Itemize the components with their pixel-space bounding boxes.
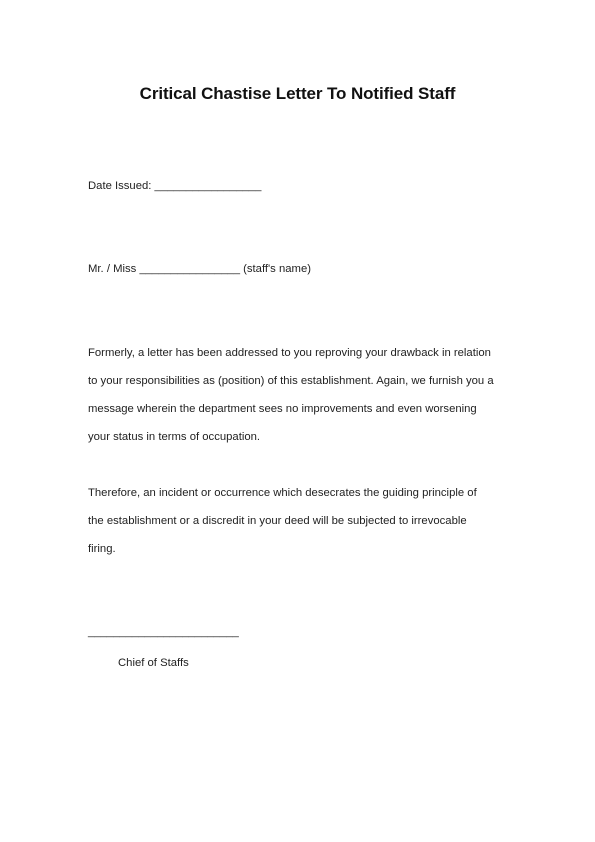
paragraph-2-line-1: Therefore, an incident or occurrence which desecrates the guiding principle of xyxy=(88,487,477,499)
paragraph-1-line-1: Formerly, a letter has been addressed to you reproving your drawback in relation xyxy=(88,347,491,359)
date-issued-line: Date Issued: _________________ xyxy=(88,180,262,192)
paragraph-2-line-3: firing. xyxy=(88,543,116,555)
paragraph-1-line-3: message wherein the department sees no improvements and even worsening xyxy=(88,403,477,415)
signatory-title: Chief of Staffs xyxy=(118,657,189,669)
paragraph-1-line-2: to your responsibilities as (position) of this establishment. Again, we furnish you a xyxy=(88,375,494,387)
addressee-line: Mr. / Miss ________________ (staff's name) xyxy=(88,263,311,275)
paragraph-2-line-2: the establishment or a discredit in your deed will be subjected to irrevocable xyxy=(88,515,467,527)
signature-line: ________________________ xyxy=(88,626,239,638)
paragraph-1-line-4: your status in terms of occupation. xyxy=(88,431,261,443)
letter-title: Critical Chastise Letter To Notified Staff xyxy=(139,84,456,103)
